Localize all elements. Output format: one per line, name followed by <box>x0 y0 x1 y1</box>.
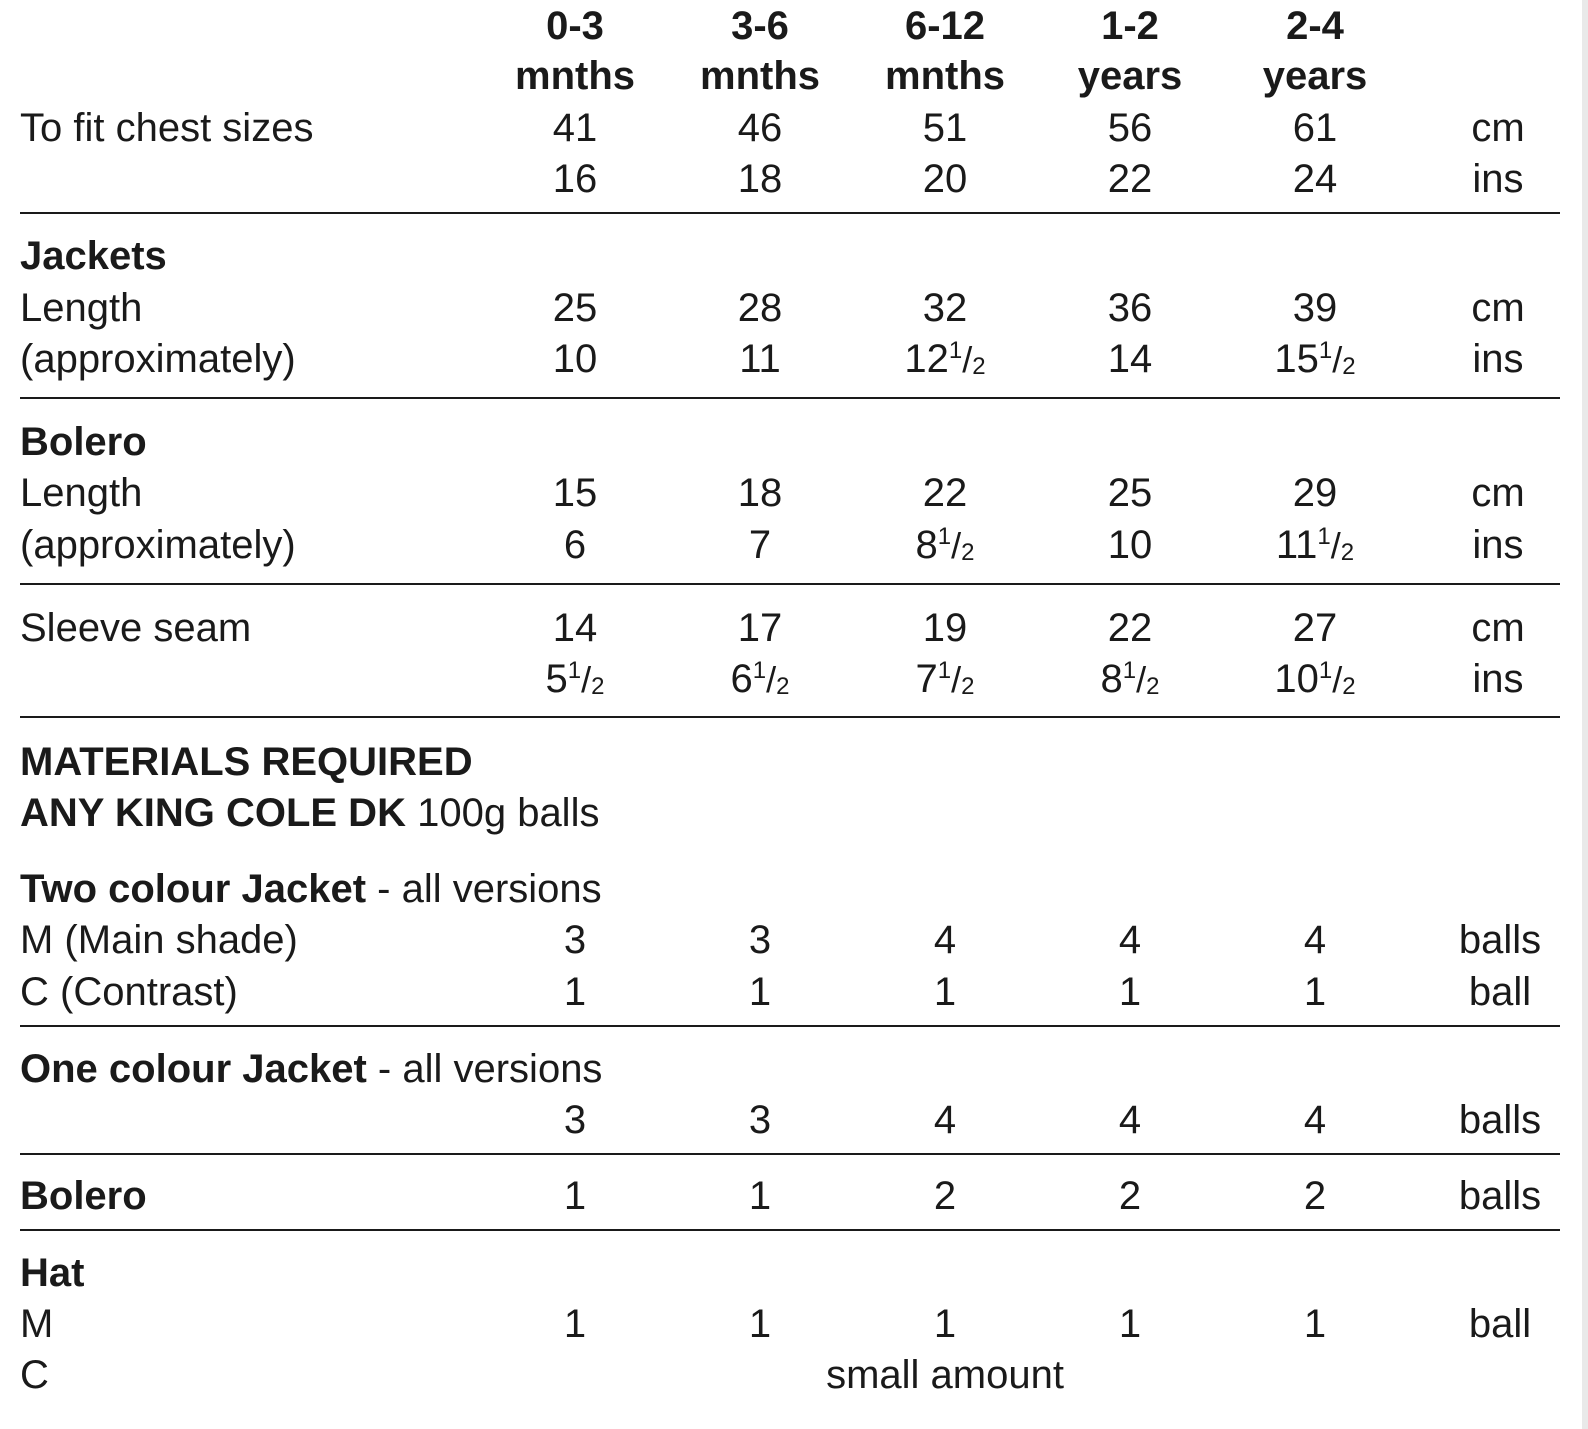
bolero-cm-4: 29 <box>1292 471 1338 515</box>
jackets-cm-4: 39 <box>1292 286 1338 330</box>
sleeve-cm-1: 17 <box>737 606 783 650</box>
size-header-4-line2: years <box>1262 54 1368 98</box>
one-colour-title-rest: - all versions <box>377 1047 603 1091</box>
one-colour-title-bold: One colour Jacket <box>20 1047 367 1091</box>
one-colour-4: 4 <box>1303 1098 1327 1142</box>
materials-heading: MATERIALS REQUIRED <box>20 740 473 784</box>
two-colour-m-1: 3 <box>748 918 772 962</box>
two-colour-c-4: 1 <box>1303 970 1327 1014</box>
chest-cm-4: 61 <box>1292 106 1338 150</box>
one-colour-title <box>20 1043 602 1095</box>
two-colour-m-0: 3 <box>563 918 587 962</box>
chest-cm-0: 41 <box>552 106 598 150</box>
sleeve-label: Sleeve seam <box>20 606 252 650</box>
sleeve-unit-cm: cm <box>1471 606 1525 650</box>
two-colour-m-3: 4 <box>1118 918 1142 962</box>
two-colour-m-4: 4 <box>1303 918 1327 962</box>
bolero-yarn-0: 1 <box>563 1174 587 1218</box>
hat-m-4: 1 <box>1303 1302 1327 1346</box>
chest-cm-1: 46 <box>737 106 783 150</box>
yarn-brand: ANY KING COLE DK <box>20 791 406 835</box>
jackets-ins-0: 10 <box>552 337 598 381</box>
size-header-1-line1: 3-6 <box>731 4 789 48</box>
two-colour-m-unit: balls <box>1458 918 1542 962</box>
chest-ins-3: 22 <box>1107 157 1153 201</box>
divider <box>20 212 1560 214</box>
bolero-yarn-label: Bolero <box>20 1174 147 1218</box>
divider <box>20 716 1560 718</box>
jackets-ins-2: $12^1/_2$ <box>904 337 986 381</box>
jackets-length-label: Length <box>20 286 143 330</box>
bolero-cm-2: 22 <box>922 471 968 515</box>
bolero-yarn-1: 1 <box>748 1174 772 1218</box>
sleeve-ins-2: $7^1/_2$ <box>915 657 975 701</box>
jackets-title: Jackets <box>20 234 167 278</box>
jackets-ins-3: 14 <box>1107 337 1153 381</box>
two-colour-c-unit: ball <box>1468 970 1532 1014</box>
two-colour-c-2: 1 <box>933 970 957 1014</box>
chest-label: To fit chest sizes <box>20 106 314 150</box>
size-header-2-line1: 6-12 <box>904 4 986 48</box>
bolero-length-label: Length <box>20 471 143 515</box>
bolero-ins-3: 10 <box>1107 523 1153 567</box>
bolero-cm-1: 18 <box>737 471 783 515</box>
jackets-unit-cm: cm <box>1471 286 1525 330</box>
size-header-0-line2: mnths <box>515 54 635 98</box>
size-header-3-line2: years <box>1077 54 1183 98</box>
hat-m-1: 1 <box>748 1302 772 1346</box>
bolero-title: Bolero <box>20 420 147 464</box>
bolero-ins-1: 7 <box>748 523 772 567</box>
size-header-2-line2: mnths <box>885 54 1005 98</box>
jackets-cm-2: 32 <box>922 286 968 330</box>
bolero-ins-4: $11^1/_2$ <box>1275 523 1355 567</box>
bolero-ins-2: $8^1/_2$ <box>915 523 975 567</box>
size-header-4-line1: 2-4 <box>1286 4 1344 48</box>
sleeve-unit-ins: ins <box>1472 657 1524 701</box>
chest-cm-3: 56 <box>1107 106 1153 150</box>
two-colour-title <box>20 863 602 915</box>
bolero-yarn-unit: balls <box>1458 1174 1542 1218</box>
chest-cm-2: 51 <box>922 106 968 150</box>
divider <box>20 583 1560 585</box>
chest-ins-1: 18 <box>737 157 783 201</box>
divider <box>20 1153 1560 1155</box>
hat-m-0: 1 <box>563 1302 587 1346</box>
one-colour-unit: balls <box>1458 1098 1542 1142</box>
bolero-yarn-2: 2 <box>933 1174 957 1218</box>
one-colour-3: 4 <box>1118 1098 1142 1142</box>
two-colour-c-1: 1 <box>748 970 772 1014</box>
two-colour-c-0: 1 <box>563 970 587 1014</box>
jackets-cm-1: 28 <box>737 286 783 330</box>
two-colour-c-3: 1 <box>1118 970 1142 1014</box>
jackets-cm-0: 25 <box>552 286 598 330</box>
hat-c-label: C <box>20 1353 49 1397</box>
size-header-3-line1: 1-2 <box>1101 4 1159 48</box>
jackets-cm-3: 36 <box>1107 286 1153 330</box>
one-colour-0: 3 <box>563 1098 587 1142</box>
size-header-0-line1: 0-3 <box>546 4 604 48</box>
hat-m-3: 1 <box>1118 1302 1142 1346</box>
two-colour-c-label: C (Contrast) <box>20 970 238 1014</box>
yarn-ball-size: 100g balls <box>417 791 600 835</box>
divider <box>20 397 1560 399</box>
two-colour-title-bold: Two colour Jacket <box>20 867 367 911</box>
hat-title: Hat <box>20 1251 85 1295</box>
bolero-cm-0: 15 <box>552 471 598 515</box>
sleeve-ins-1: $6^1/_2$ <box>730 657 790 701</box>
chest-unit-ins: ins <box>1472 157 1524 201</box>
bolero-yarn-3: 2 <box>1118 1174 1142 1218</box>
bolero-unit-cm: cm <box>1471 471 1525 515</box>
jackets-unit-ins: ins <box>1472 337 1524 381</box>
size-header-1-line2: mnths <box>700 54 820 98</box>
hat-m-unit: ball <box>1468 1302 1532 1346</box>
sleeve-ins-3: $8^1/_2$ <box>1100 657 1160 701</box>
divider <box>20 1025 1560 1027</box>
two-colour-title-rest: - all versions <box>377 867 602 911</box>
bolero-yarn-4: 2 <box>1303 1174 1327 1218</box>
sleeve-ins-4: $10^1/_2$ <box>1274 657 1356 701</box>
chest-ins-2: 20 <box>922 157 968 201</box>
bolero-cm-3: 25 <box>1107 471 1153 515</box>
divider <box>20 1229 1560 1231</box>
two-colour-m-label: M (Main shade) <box>20 918 298 962</box>
chest-unit-cm: cm <box>1471 106 1525 150</box>
sleeve-ins-0: $5^1/_2$ <box>545 657 605 701</box>
bolero-approx-label: (approximately) <box>20 523 296 567</box>
chest-ins-4: 24 <box>1292 157 1338 201</box>
jackets-approx-label: (approximately) <box>20 337 296 381</box>
jackets-ins-4: $15^1/_2$ <box>1274 337 1356 381</box>
sleeve-cm-0: 14 <box>552 606 598 650</box>
chest-ins-0: 16 <box>552 157 598 201</box>
two-colour-m-2: 4 <box>933 918 957 962</box>
materials-yarn-line <box>20 787 599 839</box>
hat-m-2: 1 <box>933 1302 957 1346</box>
sleeve-cm-4: 27 <box>1292 606 1338 650</box>
sleeve-cm-2: 19 <box>922 606 968 650</box>
hat-c-note: small amount <box>826 1353 1064 1397</box>
jackets-ins-1: 11 <box>739 337 781 381</box>
bolero-ins-0: 6 <box>563 523 587 567</box>
one-colour-1: 3 <box>748 1098 772 1142</box>
one-colour-2: 4 <box>933 1098 957 1142</box>
bolero-unit-ins: ins <box>1472 523 1524 567</box>
hat-m-label: M <box>20 1302 54 1346</box>
sleeve-cm-3: 22 <box>1107 606 1153 650</box>
page-edge <box>1582 0 1588 1429</box>
